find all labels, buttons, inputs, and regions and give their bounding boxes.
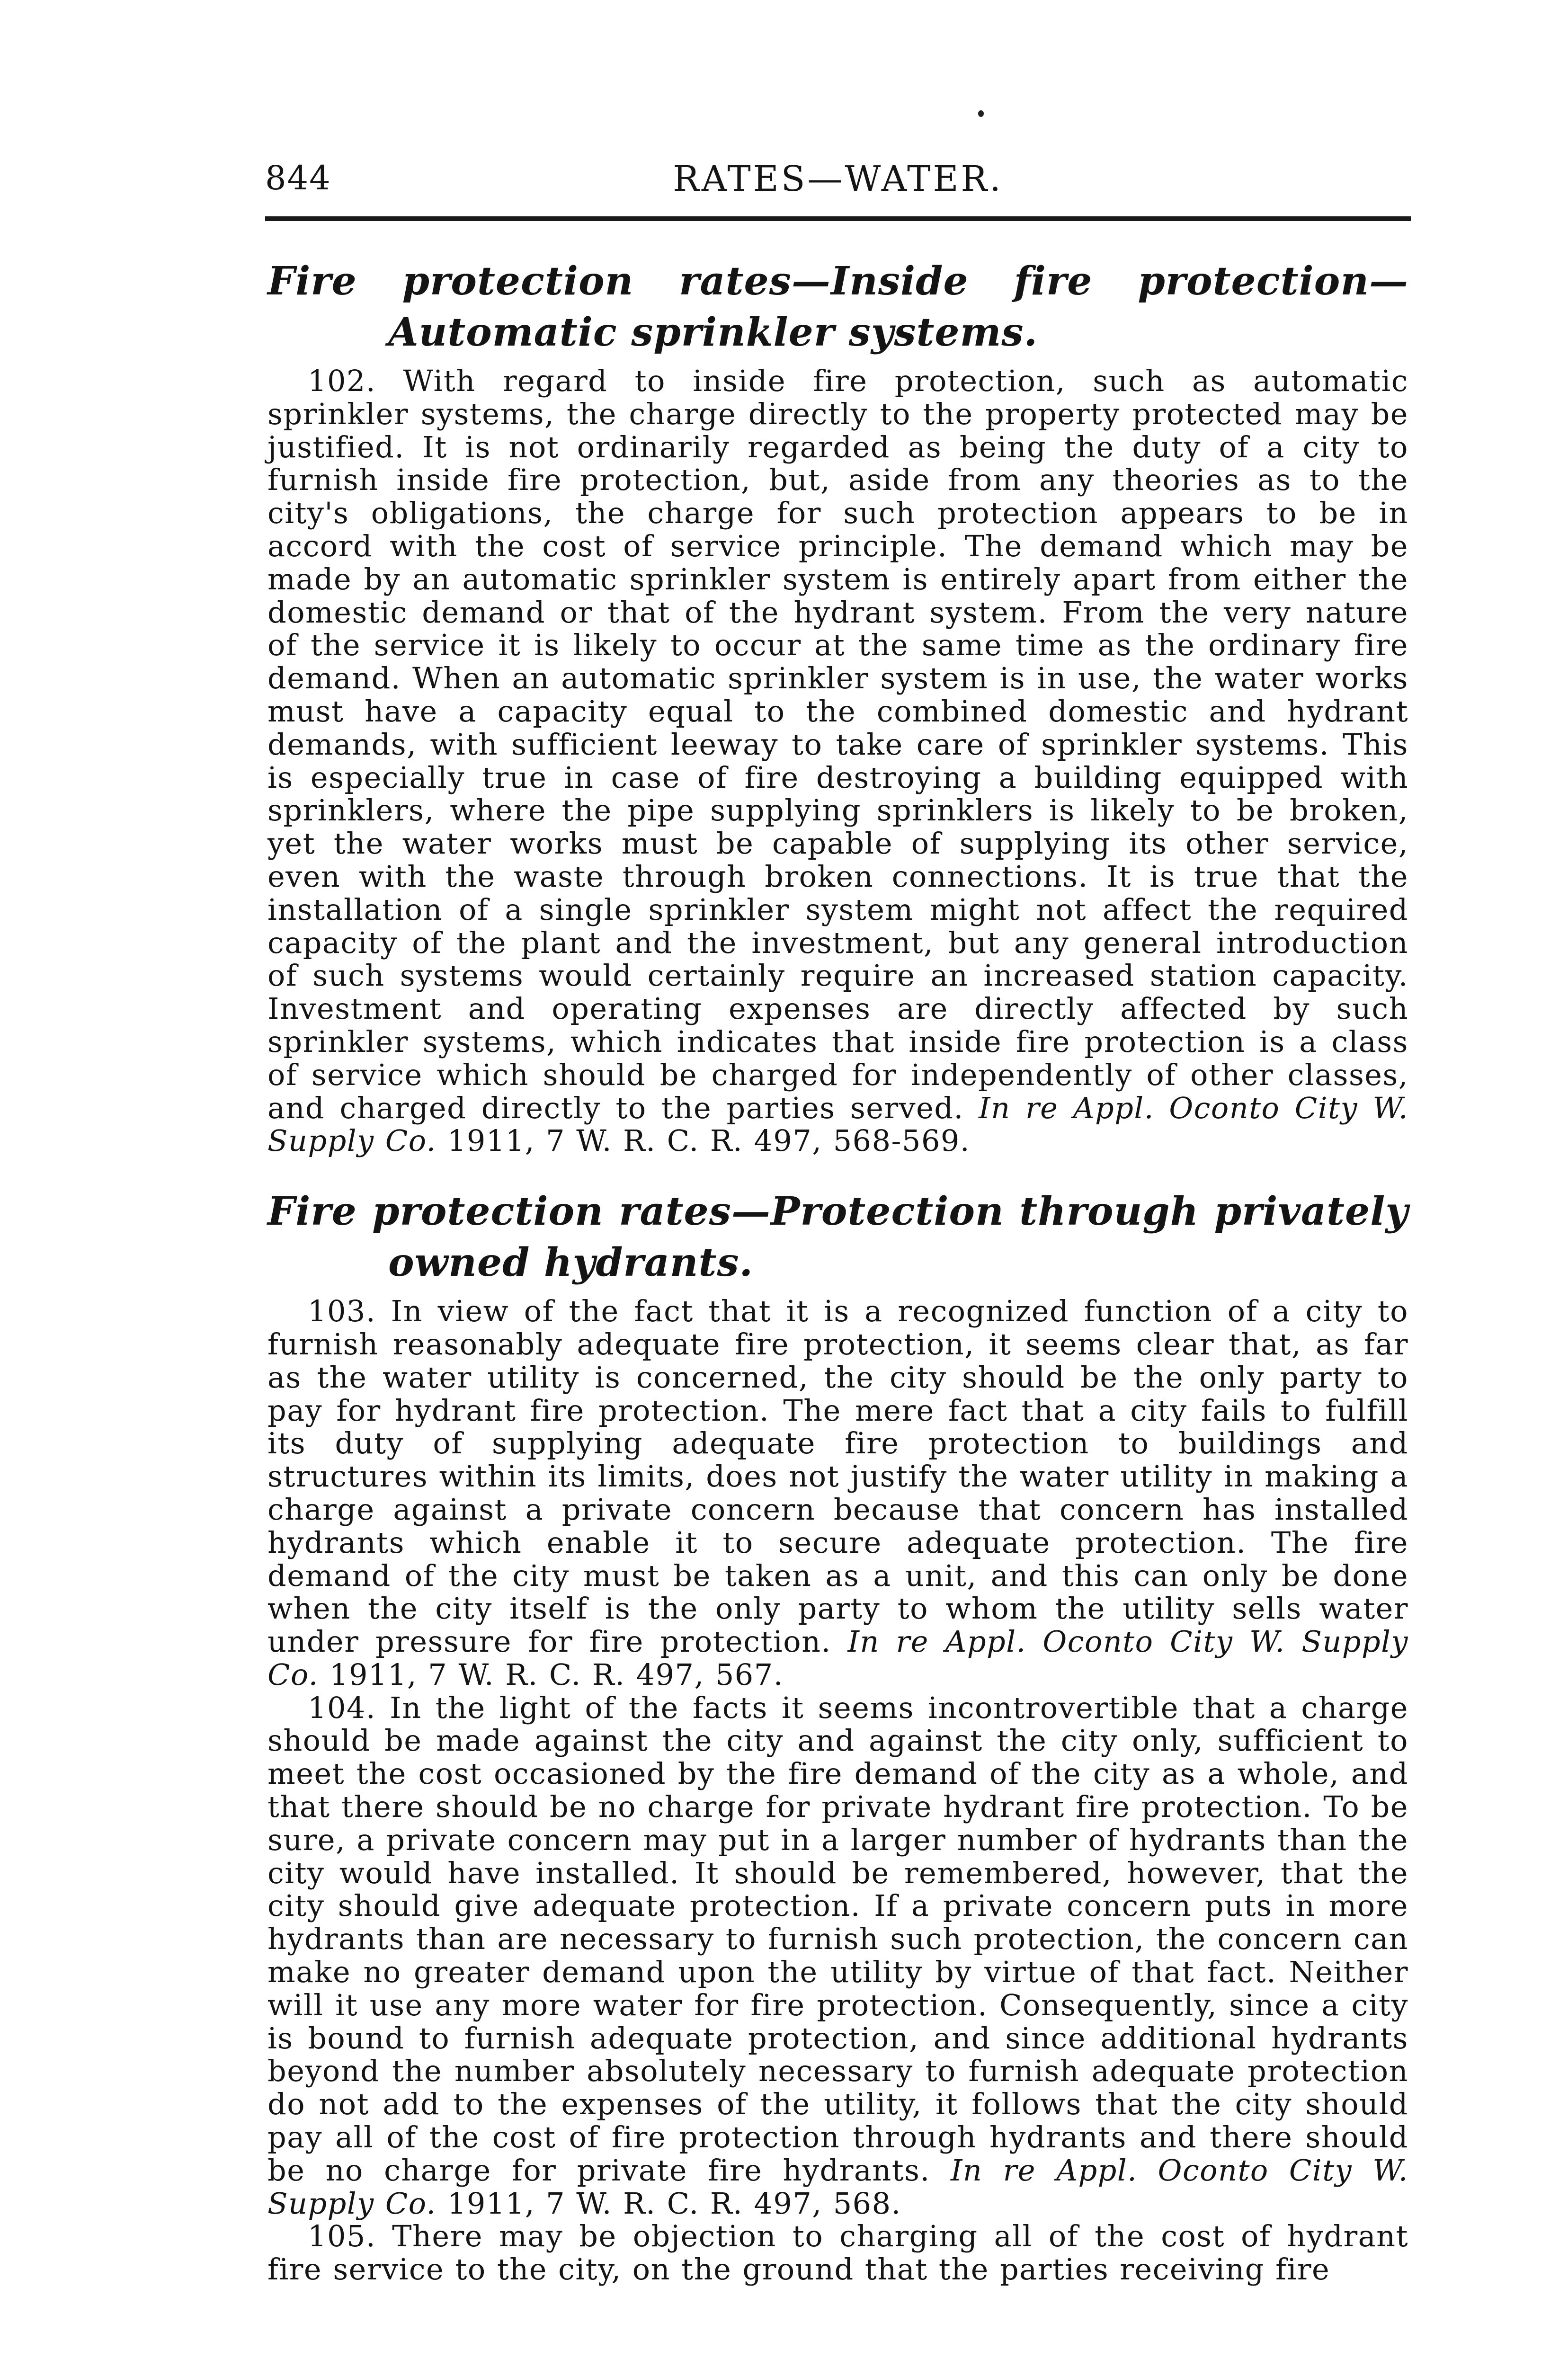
section-heading-inside-fire-protection: Fire protection rates—Inside fire protection—Automatic sprinkler systems. — [267, 258, 1408, 355]
citation: In re Appl. Oconto City W. Supply Co. — [267, 1624, 1408, 1692]
page-number: 844 — [265, 159, 331, 197]
paragraph-104: 104. In the light of the facts it seems incontrovertible that a charge should be made against the city and against the city only, sufficient to meet the cost occasioned by the fire demand of the city as a whole, and that there should be no charge for private hydrant fire protection. To be sure, a private concern may put in a larger number of hydrants than the city would have installed. It should be remembered, however, that the city should give adequate protection. If a private concern puts in more hydrants than are necessary to furnish such protection, the concern can make no greater demand upon the utility by virtue of that fact. Neither will it use any more water for fire protection. Consequently, since a city is bound to furnish adequate protection, and since additional hydrants beyond the number absolutely necessary to furnish adequate protection do not add to the expenses of the utility, it follows that the city should pay all of the cost of fire protection through hydrants and there should be no charge for private fire hydrants. In re Appl. Oconto City W. Supply Co. 1911, 7 W. R. C. R. 497, 568. — [267, 1690, 1408, 2221]
paragraph-102: 102. With regard to inside fire protection, such as automatic sprinkler systems, the charge directly to the property protected may be justified. It is not ordinarily regarded as being the duty of a city to furnish inside fire protection, but, aside from any theories as to the city's obligations, the charge for such protection appears to be in accord with the cost of service principle. The demand which may be made by an automatic sprinkler system is entirely apart from either the domestic demand or that of the hydrant system. From the very nature of the service it is likely to occur at the same time as the ordinary fire demand. When an automatic sprinkler system is in use, the water works must have a capacity equal to the combined domestic and hydrant demands, with sufficient leeway to take care of sprinkler systems. This is especially true in case of fire destroying a building equipped with sprinklers, where the pipe supplying sprinklers is likely to be broken, yet the water works must be capable of supplying its other service, even with the waste through broken connections. It is true that the installation of a single sprinkler system might not affect the required capacity of the plant and the investment, but any general introduction of such systems would certainly require an increased station capacity. Investment and operating expenses are directly affected by such sprinkler systems, which indicates that inside fire protection is a class of service which should be charged for independently of other classes, and charged directly to the parties served. In re Appl. Oconto City W. Supply Co. 1911, 7 W. R. C. R. 497, 568-569. — [267, 364, 1408, 1158]
citation: In re Appl. Oconto City W. Supply Co. — [267, 1090, 1408, 1158]
page-body — [267, 256, 1408, 2286]
section-heading-private-hydrants: Fire protection rates—Protection through privately owned hydrants. — [267, 1189, 1408, 1286]
ink-speck — [978, 110, 984, 117]
citation: In re Appl. Oconto City W. Supply Co. — [267, 2153, 1408, 2221]
running-head: RATES—WATER. — [673, 159, 1003, 199]
paragraph-105: 105. There may be objection to charging all of the cost of hydrant fire service to the city, on the ground that the parties receiving fire — [267, 2219, 1408, 2287]
header-rule — [265, 216, 1411, 221]
paragraph-103: 103. In view of the fact that it is a recognized function of a city to furnish reasonably adequate fire protection, it seems clear that, as far as the water utility is concerned, the city should be the only party to pay for hydrant fire protection. The mere fact that a city fails to fulfill its duty of supplying adequate fire protection to buildings and structures within its limits, does not justify the water utility in making a charge against a private concern because that concern has installed hydrants which enable it to secure adequate protection. The fire demand of the city must be taken as a unit, and this can only be done when the city itself is the only party to whom the utility sells water under pressure for fire protection. In re Appl. Oconto City W. Supply Co. 1911, 7 W. R. C. R. 497, 567. — [267, 1294, 1408, 1692]
page-header — [265, 159, 1411, 211]
